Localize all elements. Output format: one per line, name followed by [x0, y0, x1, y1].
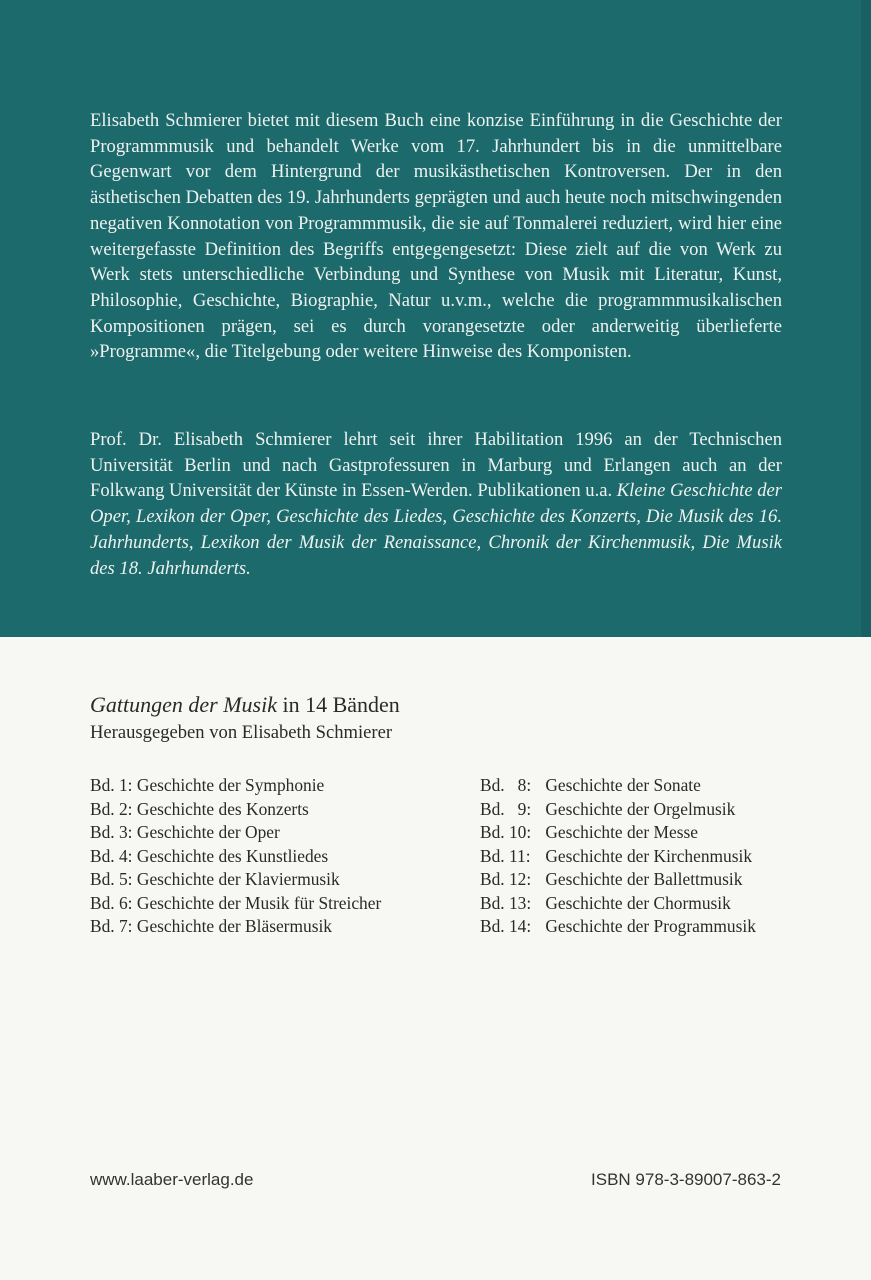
volume-number: Bd. 8: [480, 775, 532, 795]
volume-number: Bd. 14: [480, 916, 532, 936]
volume-item [90, 774, 460, 798]
author-bio-text: Prof. Dr. Elisabeth Schmierer lehrt seit ihrer Habilitation 1996 an der Technischen Universität Berlin und nach Gastprofessuren in Marburg und Erlangen auch an der Folkwang Universität der Künste in Essen-Werden. Publikationen u.a. [90, 429, 782, 502]
volume-item [90, 868, 460, 892]
series-title-italic: Gattungen der Musik [90, 692, 277, 717]
isbn: ISBN 978-3-89007-863-2 [591, 1170, 781, 1189]
volume-list-right [480, 774, 800, 939]
author-publications: Kleine Geschichte der Oper, Lexikon der Oper, Geschichte des Liedes, Geschichte des Konzerts, Die Musik des 16. Jahrhunderts, Lexikon der Musik der Renaissance, Chronik der Kirchenmusik, Die Musik des 18. Jahrhunderts. [90, 480, 783, 579]
volume-item [90, 845, 460, 869]
volume-item [480, 868, 800, 892]
volume-number: Bd. 5: [90, 869, 133, 889]
series-title-rest: in 14 Bänden [276, 692, 400, 717]
volume-number: Bd. 7: [90, 916, 133, 936]
volume-title: Geschichte der Messe [545, 822, 698, 842]
volume-number: Bd. 10: [480, 822, 532, 842]
volume-title: Geschichte der Chormusik [545, 892, 731, 913]
volume-title: Geschichte des Konzerts [136, 798, 309, 819]
volume-number: Bd. 1: [90, 775, 133, 795]
volume-item [480, 845, 800, 869]
volume-number: Bd. 6: [90, 892, 133, 913]
volume-title: Geschichte der Oper [136, 822, 280, 842]
series-title [90, 690, 790, 720]
volume-title: Geschichte der Sonate [545, 775, 701, 795]
volume-item [480, 892, 800, 916]
book-blurb: Elisabeth Schmierer bietet mit diesem Buch eine konzise Einführung in die Geschichte der Programmmusik und behandelt Werke vom 17. Jahrhundert bis in die unmittelbare Gegenwart vor dem Hintergrund der musikästhetischen Kontroversen. Der in den ästhetischen Debatten des 19. Jahrhunderts geprägten und auch heute noch mitschwingenden negativen Konnotation von Programmmusik, die sie auf Tonmalerei reduziert, wird hier eine weitergefasste Definition des Begriffs entgegengesetzt: Diese zielt auf die von Werk zu Werk stets unterschiedliche Verbindung und Synthese von Musik mit Literatur, Kunst, Philosophie, Geschichte, Biographie, Natur u.v.m., welche die programmmusikalischen Kompositionen prägen, sei es durch vorangesetzte oder anderweitig überlieferte »Programme«, die Titelgebung oder weitere Hinweise des Komponisten. [90, 110, 782, 363]
volume-number: Bd. 9: [480, 798, 532, 819]
volume-title: Geschichte der Musik für Streicher [136, 892, 382, 913]
series-editor: Herausgegeben von Elisabeth Schmierer [90, 722, 393, 743]
volume-number: Bd. 13: [480, 892, 532, 913]
volume-number: Bd. 12: [480, 869, 532, 889]
volume-item [90, 798, 460, 822]
volume-number: Bd. 11: [480, 845, 531, 866]
volume-item [90, 821, 460, 845]
volume-title: Geschichte der Orgelmusik [545, 798, 736, 819]
volume-item [480, 774, 800, 798]
back-cover-band [0, 0, 871, 637]
volume-title: Geschichte der Bläsermusik [136, 916, 332, 936]
author-bio [90, 427, 782, 581]
volume-title: Geschichte der Klaviermusik [136, 869, 340, 889]
volume-number: Bd. 3: [90, 822, 133, 842]
series-heading [90, 690, 790, 746]
volume-title: Geschichte des Kunstliedes [136, 845, 329, 866]
volume-item [480, 915, 800, 939]
spine-edge [861, 0, 871, 637]
volume-item [90, 892, 460, 916]
volume-title: Geschichte der Symphonie [136, 775, 325, 795]
publisher-url[interactable]: www.laaber-verlag.de [90, 1170, 254, 1189]
volume-item [480, 821, 800, 845]
volume-title: Geschichte der Kirchenmusik [545, 845, 753, 866]
volume-item [480, 798, 800, 822]
volume-title: Geschichte der Ballettmusik [545, 869, 743, 889]
volume-list-left [90, 774, 460, 939]
volume-number: Bd. 4: [90, 845, 133, 866]
volume-title: Geschichte der Programmusik [545, 916, 756, 936]
volume-number: Bd. 2: [90, 798, 133, 819]
volume-item [90, 915, 460, 939]
